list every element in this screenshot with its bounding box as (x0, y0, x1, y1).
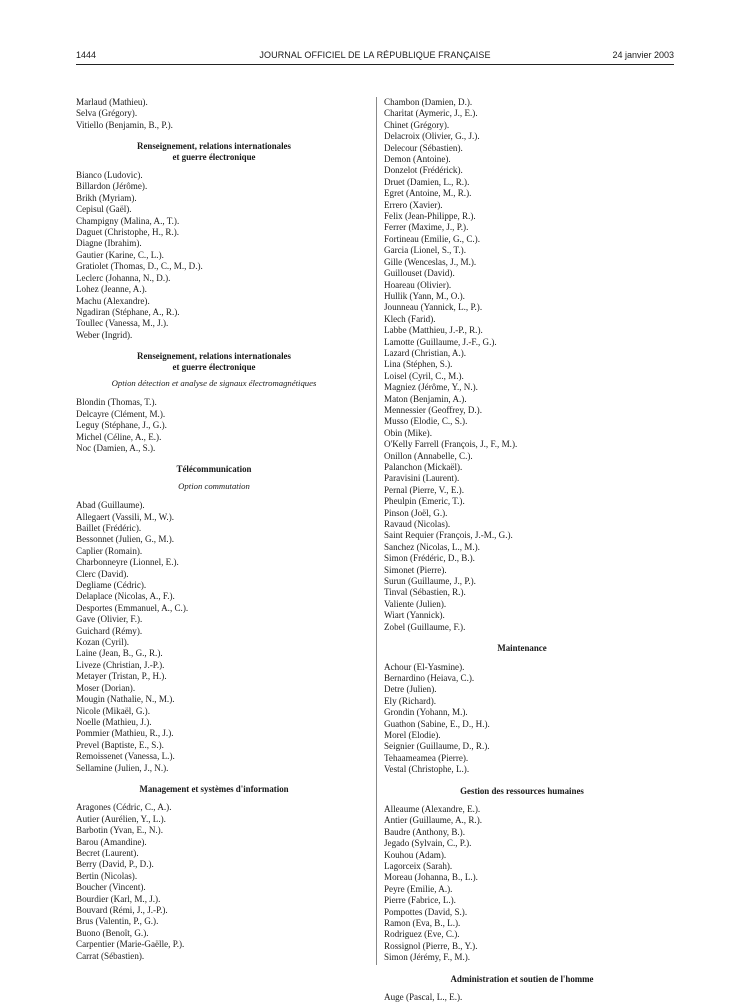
header-rule (76, 64, 674, 65)
list-item: Gratiolet (Thomas, D., C., M., D.). (76, 261, 203, 272)
list-item: Weber (Ingrid). (76, 329, 133, 340)
list-item: Barbotin (Yvan, E., N.). (76, 825, 163, 836)
list-item: Jegado (Sylvain, C., P.). (384, 838, 472, 849)
list-item: Palanchon (Mickaël). (384, 462, 463, 472)
list-item: Ramon (Eva, B., L.). (384, 918, 461, 929)
list-item: Donzelot (Frédérick). (384, 165, 463, 176)
list-item: Baudre (Anthony, B.). (384, 826, 465, 837)
list-item: Pompottes (David, S.). (384, 906, 468, 917)
left-column (76, 97, 352, 962)
list-item: Machu (Alexandre). (76, 295, 150, 306)
list-item: Noc (Damien, A., S.). (76, 442, 156, 453)
list-item: Maton (Benjamin, A.). (384, 393, 467, 404)
list-item: Surun (Guillaume, J., P.). (384, 576, 476, 587)
list-item: Gave (Olivier, F.). (76, 614, 143, 625)
list-item: Autier (Aurélien, Y., L.). (76, 813, 166, 824)
list-item: Moreau (Johanna, B., L.). (384, 872, 478, 883)
list-item: Clerc (David). (76, 568, 129, 579)
list-item: Metayer (Tristan, P., H.). (76, 671, 167, 682)
list-item: Simonet (Pierre). (384, 564, 447, 575)
list-item: Pommier (Mathieu, R., J.). (76, 728, 174, 739)
list-item: Berry (David, P., D.). (76, 859, 154, 870)
list-item: Bouvard (Rémi, J., J.-P.). (76, 905, 168, 915)
list-item: Vitiello (Benjamin, B., P.). (76, 119, 173, 130)
list-item: Peyre (Emilie, A.). (384, 883, 453, 894)
list-item: Selva (Grégory). (76, 108, 138, 119)
list-item: Klech (Farid). (384, 313, 436, 324)
list-item: Daguet (Christophe, H., R.). (76, 227, 180, 238)
list-item: Felix (Jean-Philippe, R.). (384, 211, 476, 222)
list-item: Nicole (Mikaël, G.). (76, 705, 150, 716)
list-item: Allegaert (Vassili, M., W.). (76, 511, 174, 522)
list-item: Druet (Damien, L., R.). (384, 176, 470, 187)
publication-date: 24 janvier 2003 (612, 50, 674, 60)
list-item: Pinson (Joël, G.). (384, 507, 448, 518)
list-item: Lagorceix (Sarah). (384, 861, 453, 871)
section-heading: Télécommunication (176, 464, 252, 475)
list-item: Barou (Amandine). (76, 836, 147, 847)
list-item: Ferrer (Maxime, J., P.). (384, 222, 469, 233)
list-item: Moser (Dorian). (76, 682, 136, 693)
list-item: Prevel (Baptiste, E., S.). (76, 739, 164, 750)
list-item: Pierre (Fabrice, L.). (384, 895, 456, 906)
list-item: Guathon (Sabine, E., D., H.). (384, 718, 490, 729)
list-item: Bianco (Ludovic). (76, 170, 143, 181)
list-item: Guichard (Rémy). (76, 625, 143, 636)
list-item: Ngadiran (Stéphane, A., R.). (76, 306, 180, 317)
list-item: Valiente (Julien). (384, 598, 447, 609)
list-item: Hoareau (Olivier). (384, 279, 452, 290)
list-item: Obin (Mike). (384, 427, 432, 438)
list-item: Bernardino (Heiava, C.). (384, 672, 475, 683)
list-item: Charitat (Aymeric, J., E.). (384, 108, 478, 119)
list-item: Toullec (Vanessa, M., J.). (76, 318, 169, 329)
section-subheading: Option commutation (178, 480, 250, 491)
list-item: Gille (Wenceslas, J., M.). (384, 256, 477, 267)
list-item: Fortineau (Emilie, G., C.). (384, 233, 480, 244)
list-item: Michel (Céline, A., E.). (76, 431, 162, 442)
list-item: Noelle (Mathieu, J.). (76, 716, 152, 727)
list-item: Egret (Antoine, M., R.). (384, 188, 472, 199)
list-item: Lina (Stéphen, S.). (384, 359, 453, 370)
list-item: Lazard (Christian, A.). (384, 347, 467, 358)
list-item: Delecour (Sébastien). (384, 142, 463, 153)
list-item: Brikh (Myriam). (76, 192, 137, 203)
list-item: Baillet (Frédéric). (76, 523, 142, 533)
list-item: Remoissenet (Vanessa, L.). (76, 751, 175, 762)
list-item: Saint Requier (François, J.-M., G.). (384, 530, 513, 541)
list-item: Garcia (Lionel, S., T.). (384, 245, 466, 256)
list-item: Leclerc (Johanna, N., D.). (76, 272, 171, 283)
list-item: Simon (Frédéric, D., B.). (384, 553, 475, 564)
list-item: Jounneau (Yannick, L., P.). (384, 302, 483, 313)
list-item: Becret (Laurent). (76, 847, 139, 858)
list-item: Boucher (Vincent). (76, 882, 146, 893)
list-item: Marlaud (Mathieu). (76, 97, 148, 107)
list-item: Ely (Richard). (384, 695, 437, 706)
list-item: Brus (Valentin, P., G.). (76, 916, 159, 927)
journal-title: JOURNAL OFFICIEL DE LA RÉPUBLIQUE FRANÇAISE (259, 50, 491, 60)
list-item: O'Kelly Farrell (François, J., F., M.). (384, 439, 518, 450)
list-item: Seignier (Guillaume, D., R.). (384, 741, 490, 752)
list-item: Morel (Elodie). (384, 729, 441, 740)
list-item: Gautier (Karine, C., L.). (76, 249, 164, 260)
list-item: Lohez (Jeanne, A.). (76, 284, 147, 295)
list-item: Grondin (Yohann, M.). (384, 707, 468, 718)
list-item: Desportes (Emmanuel, A., C.). (76, 602, 189, 613)
list-item: Charbonneyre (Lionnel, E.). (76, 557, 179, 568)
list-item: Kozan (Cyril). (76, 637, 130, 648)
page-header (76, 50, 674, 64)
list-item: Liveze (Christian, J.-P.). (76, 659, 165, 670)
list-item: Bessonnet (Julien, G., M.). (76, 534, 175, 545)
section-subheading: Option détection et analyse de signaux électromagnétiques (111, 377, 317, 388)
list-item: Sellamine (Julien, J., N.). (76, 762, 169, 773)
list-item: Ravaud (Nicolas). (384, 519, 451, 530)
list-item: Delaplace (Nicolas, A., F.). (76, 591, 175, 602)
list-item: Champigny (Malina, A., T.). (76, 215, 180, 226)
list-item: Mennessier (Geoffrey, D.). (384, 404, 482, 415)
list-item: Leguy (Stéphane, J., G.). (76, 420, 167, 431)
list-item: Rodriguez (Eve, C.). (384, 929, 460, 940)
list-item: Rossignol (Pierre, B., Y.). (384, 940, 478, 951)
page-number: 1444 (76, 50, 97, 60)
list-item: Zobel (Guillaume, F.). (384, 621, 466, 632)
list-item: Bertin (Nicolas). (76, 870, 138, 881)
list-item: Vestal (Christophe, L.). (384, 764, 470, 775)
section-heading: Administration et soutien de l'homme (450, 973, 594, 984)
section-heading: Management et systèmes d'information (139, 783, 289, 794)
list-item: Chinet (Grégory). (384, 119, 450, 130)
list-item: Pernal (Pierre, V., E.). (384, 484, 464, 495)
list-item: Tehaameamea (Pierre). (384, 752, 469, 763)
list-item: Aragones (Cédric, C., A.). (76, 802, 172, 813)
list-item: Musso (Elodie, C., S.). (384, 416, 468, 427)
list-item: Hullik (Yann, M., O.). (384, 290, 465, 301)
list-item: Delcayre (Clément, M.). (76, 408, 166, 419)
section-heading: Gestion des ressources humaines (460, 785, 584, 796)
right-column (384, 97, 660, 1003)
list-item: Demon (Antoine). (384, 154, 451, 165)
list-item: Paravisini (Laurent). (384, 473, 460, 484)
list-item: Magniez (Jérôme, Y., N.). (384, 382, 478, 393)
list-item: Laine (Jean, B., G., R.). (76, 648, 163, 659)
list-item: Pheulpin (Emeric, T.). (384, 496, 465, 507)
list-item: Bourdier (Karl, M., J.). (76, 893, 161, 904)
list-item: Mougin (Nathalie, N., M.). (76, 694, 175, 705)
list-item: Diagne (Ibrahim). (76, 238, 142, 249)
list-item: Tinval (Sébastien, R.). (384, 587, 466, 598)
list-item: Billardon (Jérôme). (76, 181, 148, 192)
list-item: Carpentier (Marie-Gaëlle, P.). (76, 939, 185, 950)
list-item: Alleaume (Alexandre, E.). (384, 803, 481, 814)
list-item: Onillon (Annabelle, C.). (384, 450, 473, 461)
section-heading: Renseignement, relations internationales et guerre électronique (137, 141, 291, 162)
list-item: Cepisul (Gaël). (76, 204, 132, 215)
list-item: Abad (Guillaume). (76, 500, 145, 511)
list-item: Detre (Julien). (384, 684, 437, 695)
list-item: Kouhou (Adam). (384, 849, 447, 860)
list-item: Achour (El-Yasmine). (384, 661, 465, 672)
list-item: Blondin (Thomas, T.). (76, 397, 157, 408)
list-item: Labbe (Matthieu, J.-P., R.). (384, 325, 483, 336)
list-item: Auge (Pascal, L., E.). (384, 992, 463, 1003)
list-item: Chambon (Damien, D.). (384, 97, 473, 107)
section-heading: Maintenance (497, 643, 547, 654)
list-item: Sanchez (Nicolas, L., M.). (384, 541, 480, 552)
list-item: Delacroix (Olivier, G., J.). (384, 131, 480, 142)
section-heading: Renseignement, relations internationales et guerre électronique (137, 351, 291, 372)
list-item: Wiart (Yannick). (384, 610, 445, 621)
list-item: Carrat (Sébastien). (76, 950, 145, 961)
list-item: Simon (Jérémy, F., M.). (384, 952, 471, 963)
list-item: Lamotte (Guillaume, J.-F., G.). (384, 336, 497, 347)
column-divider (376, 97, 377, 965)
list-item: Loisel (Cyril, C., M.). (384, 370, 464, 381)
list-item: Buono (Benoît, G.). (76, 927, 149, 938)
list-item: Errero (Xavier). (384, 199, 443, 210)
list-item: Degliame (Cédric). (76, 580, 147, 591)
list-item: Guillouset (David). (384, 268, 455, 279)
list-item: Caplier (Romain). (76, 545, 143, 556)
list-item: Antier (Guillaume, A., R.). (384, 815, 482, 826)
